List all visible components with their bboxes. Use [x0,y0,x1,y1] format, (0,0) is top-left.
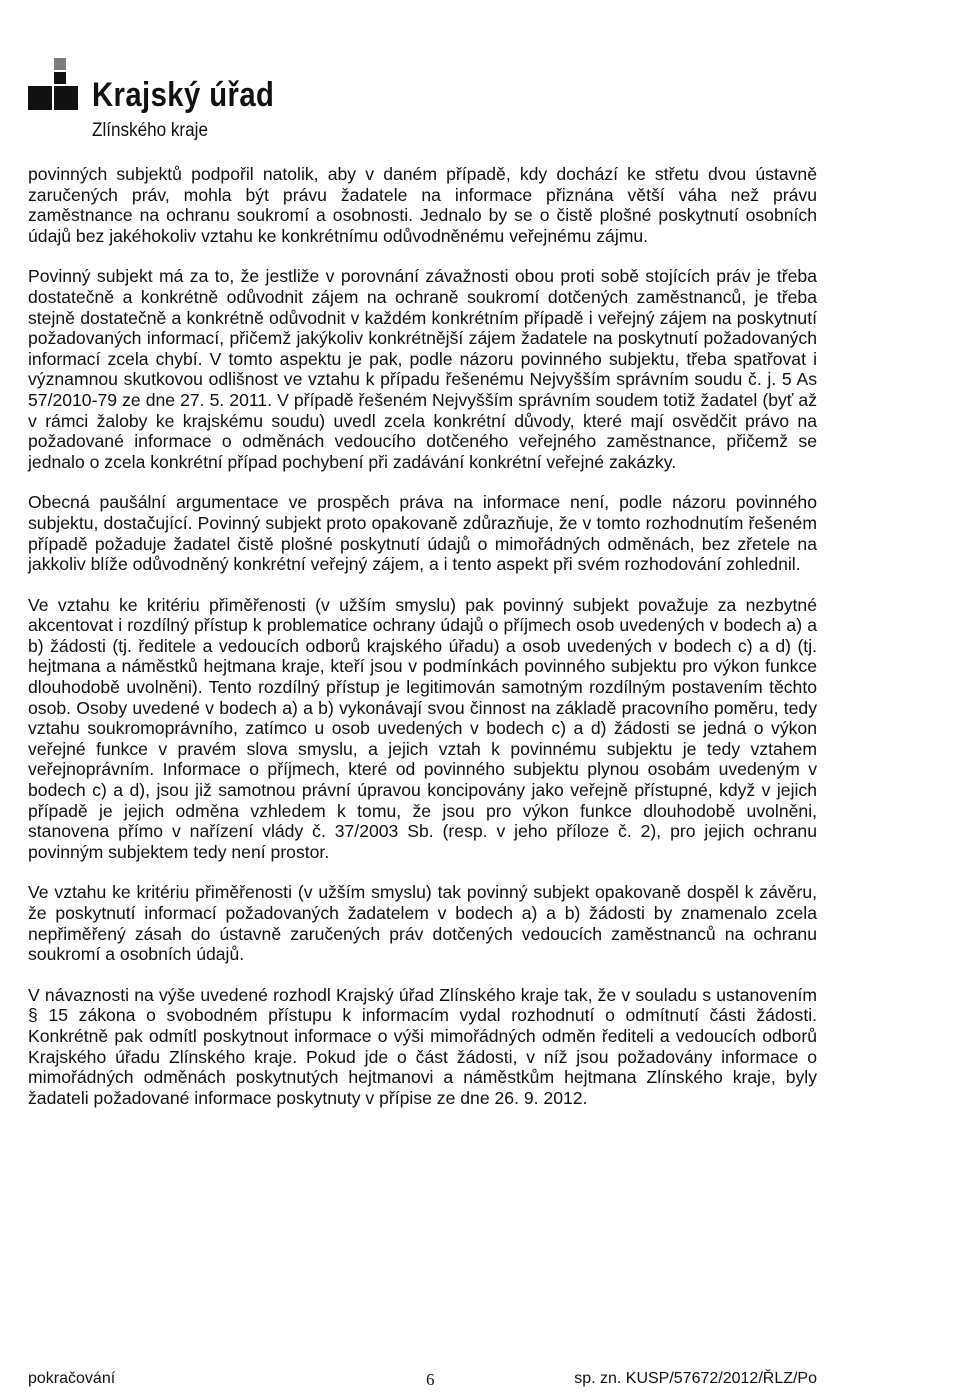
paragraph: Povinný subjekt má za to, že jestliže v porovnání závažnosti obou proti sobě stojících práv je třeba dostatečně a konkrétně odůvodnit zájem na ochraně soukromí dotčených zaměstnanců, je třeba stejně dostatečně a konkrétně odůvodnit v každém konkrétním případě i veřejný zájem na poskytnutí požadovaných informací, přičemž jakýkoliv konkrétnější zájem žadatele na poskytnutí požadovaných informací zcela chybí. V tomto aspektu je pak, podle názoru povinného subjektu, třeba spatřovat i významnou skutkovou odlišnost ve vztahu k případu řešenému Nejvyšším správním soudu č. j. 5 As 57/2010-79 ze dne 27. 5. 2011. V případě řešeném Nejvyšším správním soudem totiž žadatel (byť až v rámci žaloby ke krajskému soudu) uvedl zcela konkrétní důvody, které mají osvědčit právo na požadované informace o odměnách vedoucího dotčeného veřejného zaměstnance, přičemž se jednalo o zcela konkrétní případ pochybení při zadávání konkrétní veřejné zakázky. [28,266,817,472]
paragraph: V návaznosti na výše uvedené rozhodl Krajský úřad Zlínského kraje tak, že v souladu s ustanovením § 15 zákona o svobodném přístupu k informacím vydal rozhodnutí o odmítnutí části žádosti. Konkrétně pak odmítl poskytnout informace o výši mimořádných odměn řediteli a vedoucích odborů Krajského úřadu Zlínského kraje. Pokud jde o část žádosti, v níž jsou požadovány informace o mimořádných odměnách poskytnutých hejtmanovi a náměstkům hejtmana Zlínského kraje, byly žadateli požadované informace poskytnuty v přípise ze dne 26. 9. 2012. [28,984,817,1108]
page-footer [28,1370,817,1392]
logo [28,58,328,148]
page-number: 6 [426,1370,435,1389]
paragraph: Ve vztahu ke kritériu přiměřenosti (v užším smyslu) pak povinný subjekt považuje za nezbytné akcentovat i rozdílný přístup k problematice ochrany údajů o příjmech osob uvedených v bodech a) a b) žádosti (tj. ředitele a vedoucích odborů krajského úřadu) a osob uvedených v bodech c) a d) (tj. hejtmana a náměstků hejtmana kraje, kteří jsou v podmínkách povinného subjektu pro výkon funkce dlouhodobě uvolněni). Tento rozdílný přístup je legitimován samotným rozdílným postavením těchto osob. Osoby uvedené v bodech a) a b) vykonávají svou činnost na základě pracovního poměru, tedy vztahu soukromoprávního, zatímco u osob uvedených v bodech c) a d) žádosti se jedná o výkon veřejné funkce v pravém slova smyslu, a jejich vztah k povinnému subjektu je tedy vztahem veřejnoprávním. Informace o příjmech, které od povinného subjektu plynou osobám uvedeným v bodech c) a d), jsou již samotnou právní úpravou koncipovány jako veřejně přístupné, když v jejich případě je jejich odměna vzhledem k tomu, že jsou pro výkon funkce dlouhodobě uvolněni, stanovena přímo v nařízení vlády č. 37/2003 Sb. (resp. v jeho příloze č. 2), pro jejich ochranu povinným subjektem tedy není prostor. [28,594,817,862]
org-subtitle: Zlínského kraje [92,120,208,141]
paragraph: povinných subjektů podpořil natolik, aby v daném případě, kdy dochází ke střetu dvou ústavně zaručených práv, mohla být právu žadatele na informace přiznána větší váha než právu zaměstnance na ochranu soukromí a osobnosti. Jednalo by se o čistě plošné poskytnutí osobních údajů bez jakéhokoliv vztahu ke konkrétnímu odůvodněnému veřejnému zájmu. [28,164,817,246]
logo-mark-icon [28,58,90,114]
file-reference: sp. zn. KUSP/57672/2012/ŘLZ/Po [574,1370,817,1387]
org-name: Krajský úřad [92,76,275,114]
paragraph: Obecná paušální argumentace ve prospěch práva na informace není, podle názoru povinného subjektu, dostačující. Povinný subjekt proto opakovaně zdůrazňuje, že v tomto rozhodnutím řešeném případě požaduje žadatel čistě plošné poskytnutí údajů o mimořádných odměnách, bez zřetele na jakkoliv blíže odůvodněný konkrétní veřejný zájem, a i tento aspekt při svém rozhodování zohlednil. [28,492,817,575]
continuation-label: pokračování [28,1370,116,1387]
paragraph: Ve vztahu ke kritériu přiměřenosti (v užším smyslu) tak povinný subjekt opakovaně dospěl k závěru, že poskytnutí informací požadovaných žadatelem v bodech a) a b) žádosti by znamenalo zcela nepřiměřený zásah do ústavně zaručených práv dotčených vedoucích zaměstnanců na ochranu soukromí a osobních údajů. [28,882,817,965]
body-text [28,164,817,1128]
